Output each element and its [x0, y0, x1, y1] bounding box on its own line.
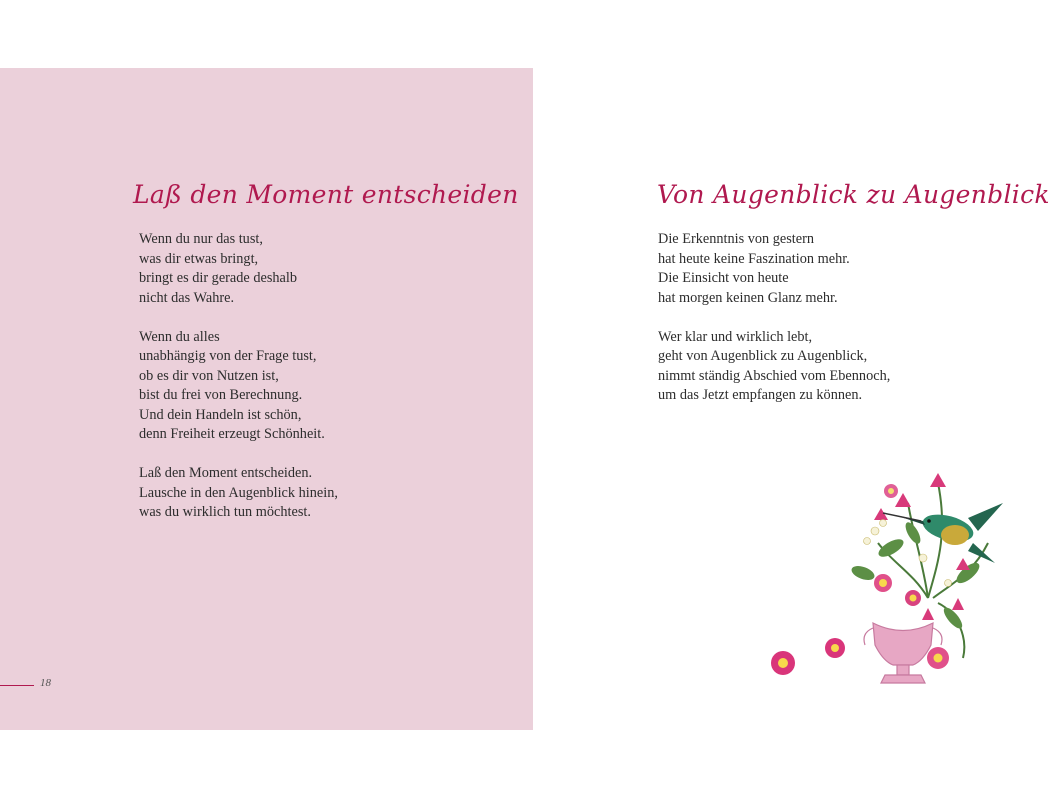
poem-line: Die Erkenntnis von gestern	[658, 231, 815, 247]
poem-line: um das Jetzt empfangen zu können.	[658, 387, 863, 403]
right-page	[533, 68, 1050, 730]
poem-line: nimmt ständig Abschied vom Ebennoch,	[658, 367, 891, 384]
poem-line: unabhängig von der Frage tust,	[139, 348, 317, 364]
right-page-title: Von Augenblick zu Augenblick	[657, 180, 1050, 209]
poem-line: Wenn du alles	[139, 328, 220, 345]
left-page-title: Laß den Moment entscheiden	[133, 180, 519, 209]
poem-line: ob es dir von Nutzen ist,	[139, 367, 279, 384]
poem-line: denn Freiheit erzeugt Schönheit.	[139, 426, 325, 442]
stanza	[139, 328, 338, 445]
poem-line: bringt es dir gerade deshalb	[139, 270, 298, 286]
footer-rule	[0, 685, 34, 686]
poem-line: Lausche in den Augenblick hinein,	[139, 484, 338, 501]
poem-line: nicht das Wahre.	[139, 289, 235, 306]
poem-line: bist du frei von Berechnung.	[139, 387, 303, 403]
poem-line: Die Einsicht von heute	[658, 270, 789, 286]
left-page	[0, 68, 533, 730]
stanza	[139, 464, 338, 523]
stanza	[658, 328, 890, 406]
poem-line: geht von Augenblick zu Augenblick,	[658, 348, 868, 364]
stanza	[139, 230, 338, 308]
hummingbird-vase-flowers-icon	[763, 423, 1003, 683]
poem-line: Und dein Handeln ist schön,	[139, 406, 302, 423]
poem-line: hat heute keine Faszination mehr.	[658, 250, 850, 267]
left-poem	[139, 230, 338, 542]
poem-line: hat morgen keinen Glanz mehr.	[658, 289, 838, 306]
stanza	[658, 230, 890, 308]
poem-line: Laß den Moment entscheiden.	[139, 465, 313, 481]
right-poem	[658, 230, 890, 425]
poem-line: was dir etwas bringt,	[139, 250, 259, 267]
page-number: 18	[40, 677, 51, 689]
poem-line: Wer klar und wirklich lebt,	[658, 328, 813, 345]
poem-line: Wenn du nur das tust,	[139, 231, 263, 247]
poem-line: was du wirklich tun möchtest.	[139, 504, 311, 520]
